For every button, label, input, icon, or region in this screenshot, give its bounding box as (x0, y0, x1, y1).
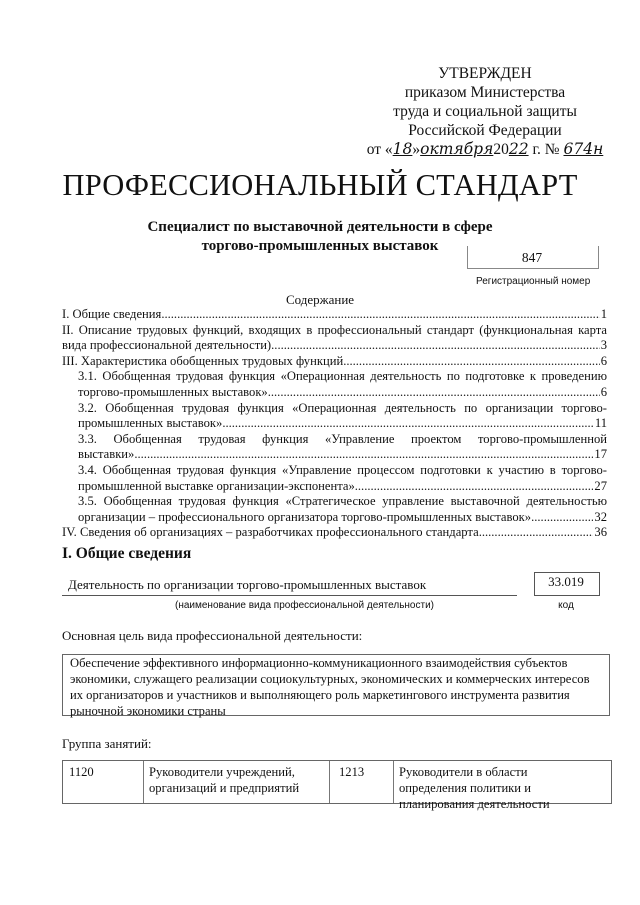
date-prefix: от « (366, 141, 393, 158)
contents-heading: Содержание (285, 292, 355, 307)
date-mid: » (412, 141, 421, 158)
handwritten-year: 22 (508, 140, 529, 158)
group-name-2: Руководители в области определения политики и планирования деятельности (399, 765, 550, 811)
toc-entry-line[interactable]: 3.5. Обобщенная трудовая функция «Стратегическое управление выставочной деятельностью (78, 494, 607, 509)
toc-entry[interactable]: IV. Сведения об организациях – разработчиках профессионального стандарта ..... 36 (62, 525, 607, 541)
group-name-1: Руководители учреждений, организаций и предприятий (149, 765, 300, 795)
table-of-contents (62, 307, 607, 541)
year-prefix: 20 (493, 141, 509, 158)
document-title: ПРОФЕССИОНАЛЬНЫЙ СТАНДАРТ (62, 168, 578, 202)
toc-entry-line[interactable]: II. Описание трудовых функций, входящих в профессиональный стандарт (функциональная карта (62, 322, 607, 337)
toc-entry-line[interactable]: 3.2. Обобщенная трудовая функция «Операционная деятельность по организации торгово- (78, 400, 607, 415)
group-label: Группа занятий: (62, 736, 152, 751)
toc-entry[interactable]: торгово-промышленных выставок» ..... 6 (78, 385, 607, 401)
toc-entry-line[interactable]: 3.1. Обобщенная трудовая функция «Операционная деятельность по подготовке к проведению (78, 369, 607, 384)
toc-entry[interactable]: организации – профессионального организатора торгово-промышленных выставок» ..... 32 (78, 510, 607, 526)
toc-entry[interactable]: III. Характеристика обобщенных трудовых функций ..... 6 (62, 354, 607, 370)
standard-name-line2: торгово-промышленных выставок (201, 238, 439, 254)
handwritten-month: октября (420, 140, 494, 158)
activity-underline (62, 595, 517, 596)
approval-block (360, 64, 610, 159)
approval-ministry-line: труда и социальной защиты (393, 103, 577, 120)
handwritten-day: 18 (392, 140, 413, 158)
activity-caption: (наименование вида профессиональной деятельности) (175, 600, 434, 611)
section-heading: I. Общие сведения (62, 545, 192, 562)
table-divider (393, 761, 394, 803)
registration-label: Регистрационный номер (476, 276, 591, 287)
toc-entry[interactable]: промышленных выставок» ..... 11 (78, 416, 607, 432)
goal-text: Обеспечение эффективного информационно-коммуникационного взаимодействия субъектов экономики, служащего реализации социокультурных, экономических и коммерческих интересов их организаторов и участников и выполняющего роль маркетингового инструмента развития рыночной экономики страны (70, 656, 590, 718)
goal-label: Основная цель вида профессиональной деятельности: (62, 628, 363, 643)
handwritten-order-number: 674н (563, 140, 604, 158)
activity-code: 33.019 (548, 574, 584, 589)
group-code-1: 1120 (69, 765, 94, 779)
approval-order-line: приказом Министерства (404, 84, 566, 101)
approval-country-line: Российской Федерации (408, 122, 562, 139)
approval-date-line (360, 140, 610, 159)
table-divider (329, 761, 330, 803)
toc-entry[interactable]: выставки» ..... 17 (78, 447, 607, 463)
toc-entry[interactable]: I. Общие сведения ..... 1 (62, 307, 607, 323)
group-code-2: 1213 (339, 765, 365, 779)
standard-name-line1: Специалист по выставочной деятельности в сфере (147, 219, 493, 235)
toc-entry-line[interactable]: 3.3. Обобщенная трудовая функция «Управление проектом торгово-промышленной (78, 431, 607, 446)
approval-status: УТВЕРЖДЕН (438, 65, 532, 82)
registration-number: 847 (521, 250, 543, 265)
activity-name: Деятельность по организации торгово-промышленных выставок (68, 577, 427, 592)
toc-entry[interactable]: вида профессиональной деятельности) ..... 3 (62, 338, 607, 354)
table-divider (143, 761, 144, 803)
toc-entry-line[interactable]: 3.4. Обобщенная трудовая функция «Управление процессом подготовки к участию в торгово- (78, 462, 607, 477)
toc-entry[interactable]: промышленной выставке организации-экспонента» ..... 27 (78, 479, 607, 495)
year-suffix: г. № (528, 141, 564, 158)
code-caption: код (558, 600, 574, 611)
occupation-group-table (62, 760, 612, 811)
